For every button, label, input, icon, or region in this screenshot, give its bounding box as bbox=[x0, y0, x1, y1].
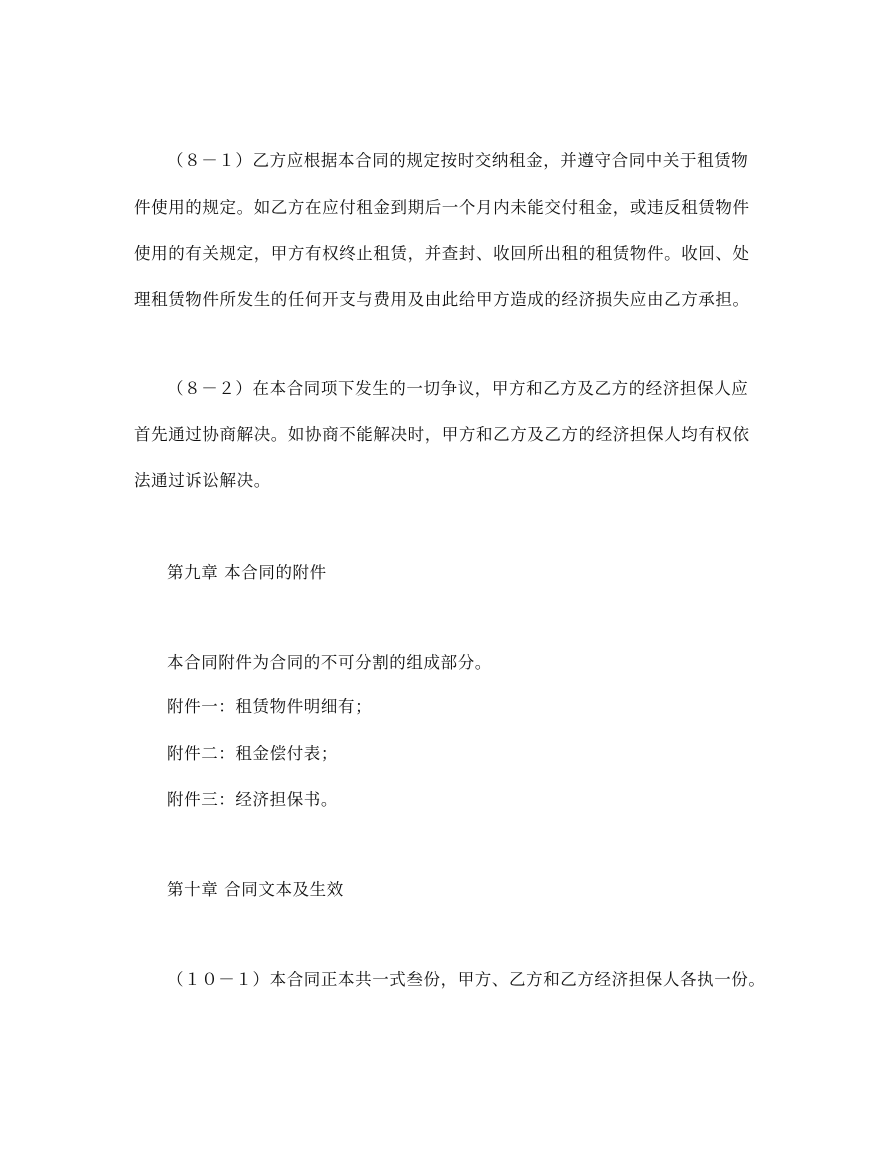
attachment-1: 附件一：租赁物件明细有； bbox=[167, 697, 373, 716]
clause-8-2-line-2: 首先通过协商解决。如协商不能解决时，甲方和乙方及乙方的经济担保人均有权依 bbox=[134, 425, 750, 444]
clause-8-2-line-1: （８－２）在本合同项下发生的一切争议，甲方和乙方及乙方的经济担保人应 bbox=[167, 379, 749, 398]
clause-8-1-line-1: （８－１）乙方应根据本合同的规定按时交纳租金，并遵守合同中关于租赁物 bbox=[167, 151, 749, 170]
chapter-9-intro: 本合同附件为合同的不可分割的组成部分。 bbox=[167, 653, 492, 672]
clause-8-1-line-4: 理租赁物件所发生的任何开支与费用及由此给甲方造成的经济损失应由乙方承担。 bbox=[134, 290, 750, 309]
clause-8-1-line-2: 件使用的规定。如乙方在应付租金到期后一个月内未能交付租金，或违反租赁物件 bbox=[134, 198, 750, 217]
chapter-9-heading: 第九章 本合同的附件 bbox=[167, 563, 327, 582]
chapter-10-heading: 第十章 合同文本及生效 bbox=[167, 880, 344, 899]
attachment-3: 附件三：经济担保书。 bbox=[167, 790, 338, 809]
clause-8-2-line-3: 法通过诉讼解决。 bbox=[134, 471, 271, 490]
clause-10-1: （１０－１）本合同正本共一式叁份，甲方、乙方和乙方经济担保人各执一份。 bbox=[167, 970, 766, 989]
attachment-2: 附件二：租金偿付表； bbox=[167, 744, 338, 763]
clause-8-1-line-3: 使用的有关规定，甲方有权终止租赁，并查封、收回所出租的租赁物件。收回、处 bbox=[134, 244, 750, 263]
